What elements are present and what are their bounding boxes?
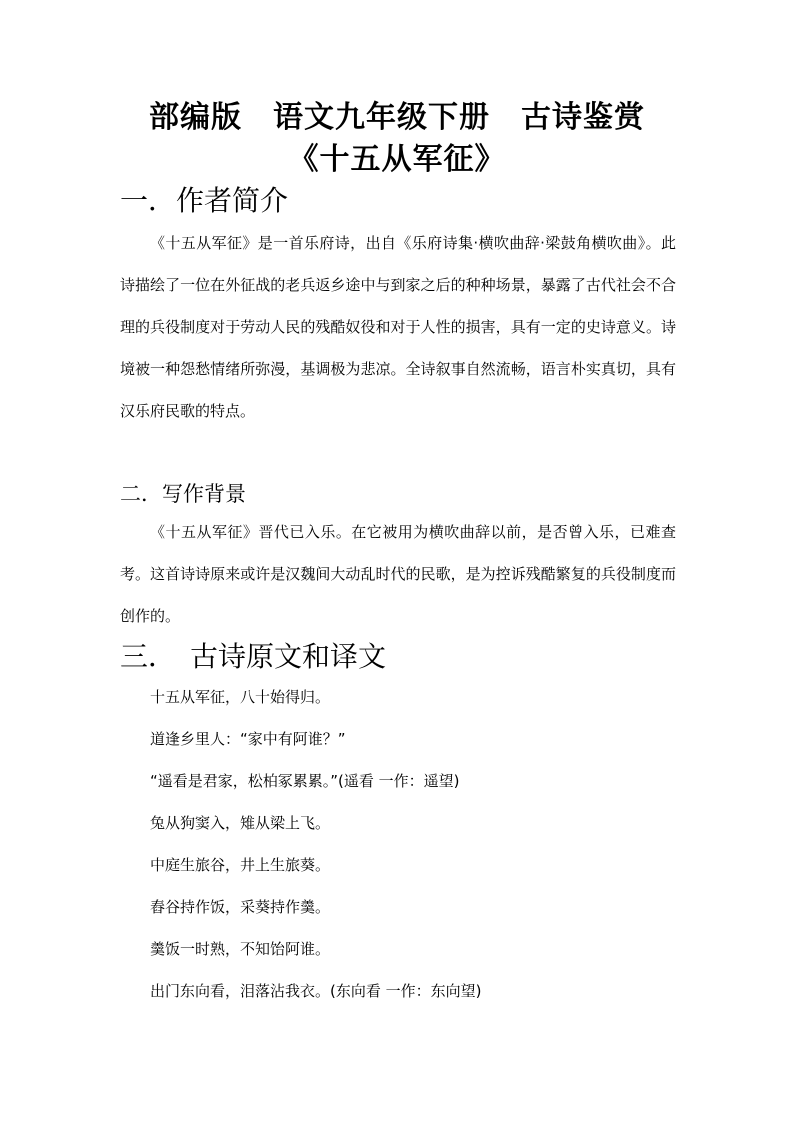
section-body-author: 《十五从军征》是一首乐府诗，出自《乐府诗集·横吹曲辞·梁鼓角横吹曲》。此诗描绘了一位在外征战的老兵返乡途中与到家之后的种种场景，暴露了古代社会不合理的兵役制度对于劳动人民的残酷奴役和对于人性的损害，具有一定的史诗意义。诗境被一种怨愁情绪所弥漫，基调极为悲凉。全诗叙事自然流畅，语言朴实真切，具有汉乐府民歌的特点。 (120, 234, 676, 420)
section-body-background: 《十五从军征》晋代已入乐。在它被用为横吹曲辞以前，是否曾入乐，已难查考。这首诗诗原来或许是汉魏间大动乱时代的民歌，是为控诉残酷繁复的兵役制度而创作的。 (120, 523, 676, 625)
poem-line: 出门东向看，泪落沾我衣。(东向看 一作：东向望) (150, 982, 482, 1000)
poem-line: 羹饭一时熟，不知饴阿谁。 (150, 940, 331, 958)
section-heading-background: 二．写作背景 (120, 482, 246, 506)
poem-line: “遥看是君家，松柏冢累累。”(遥看 一作：遥望) (150, 772, 460, 790)
section-heading-poem: 三． 古诗原文和译文 (120, 640, 387, 673)
poem-line: 舂谷持作饭，采葵持作羹。 (150, 898, 331, 916)
section-heading-author: 一．作者简介 (120, 184, 289, 217)
poem-line: 中庭生旅谷，井上生旅葵。 (150, 856, 331, 874)
document-title: 部编版 语文九年级下册 古诗鉴赏 (149, 100, 645, 135)
poem-line: 十五从军征，八十始得归。 (150, 688, 331, 706)
poem-line: 兔从狗窦入，雉从梁上飞。 (150, 814, 331, 832)
poem-title: 《十五从军征》 (288, 142, 506, 177)
poem-line: 道逢乡里人：“家中有阿谁？” (150, 730, 346, 748)
